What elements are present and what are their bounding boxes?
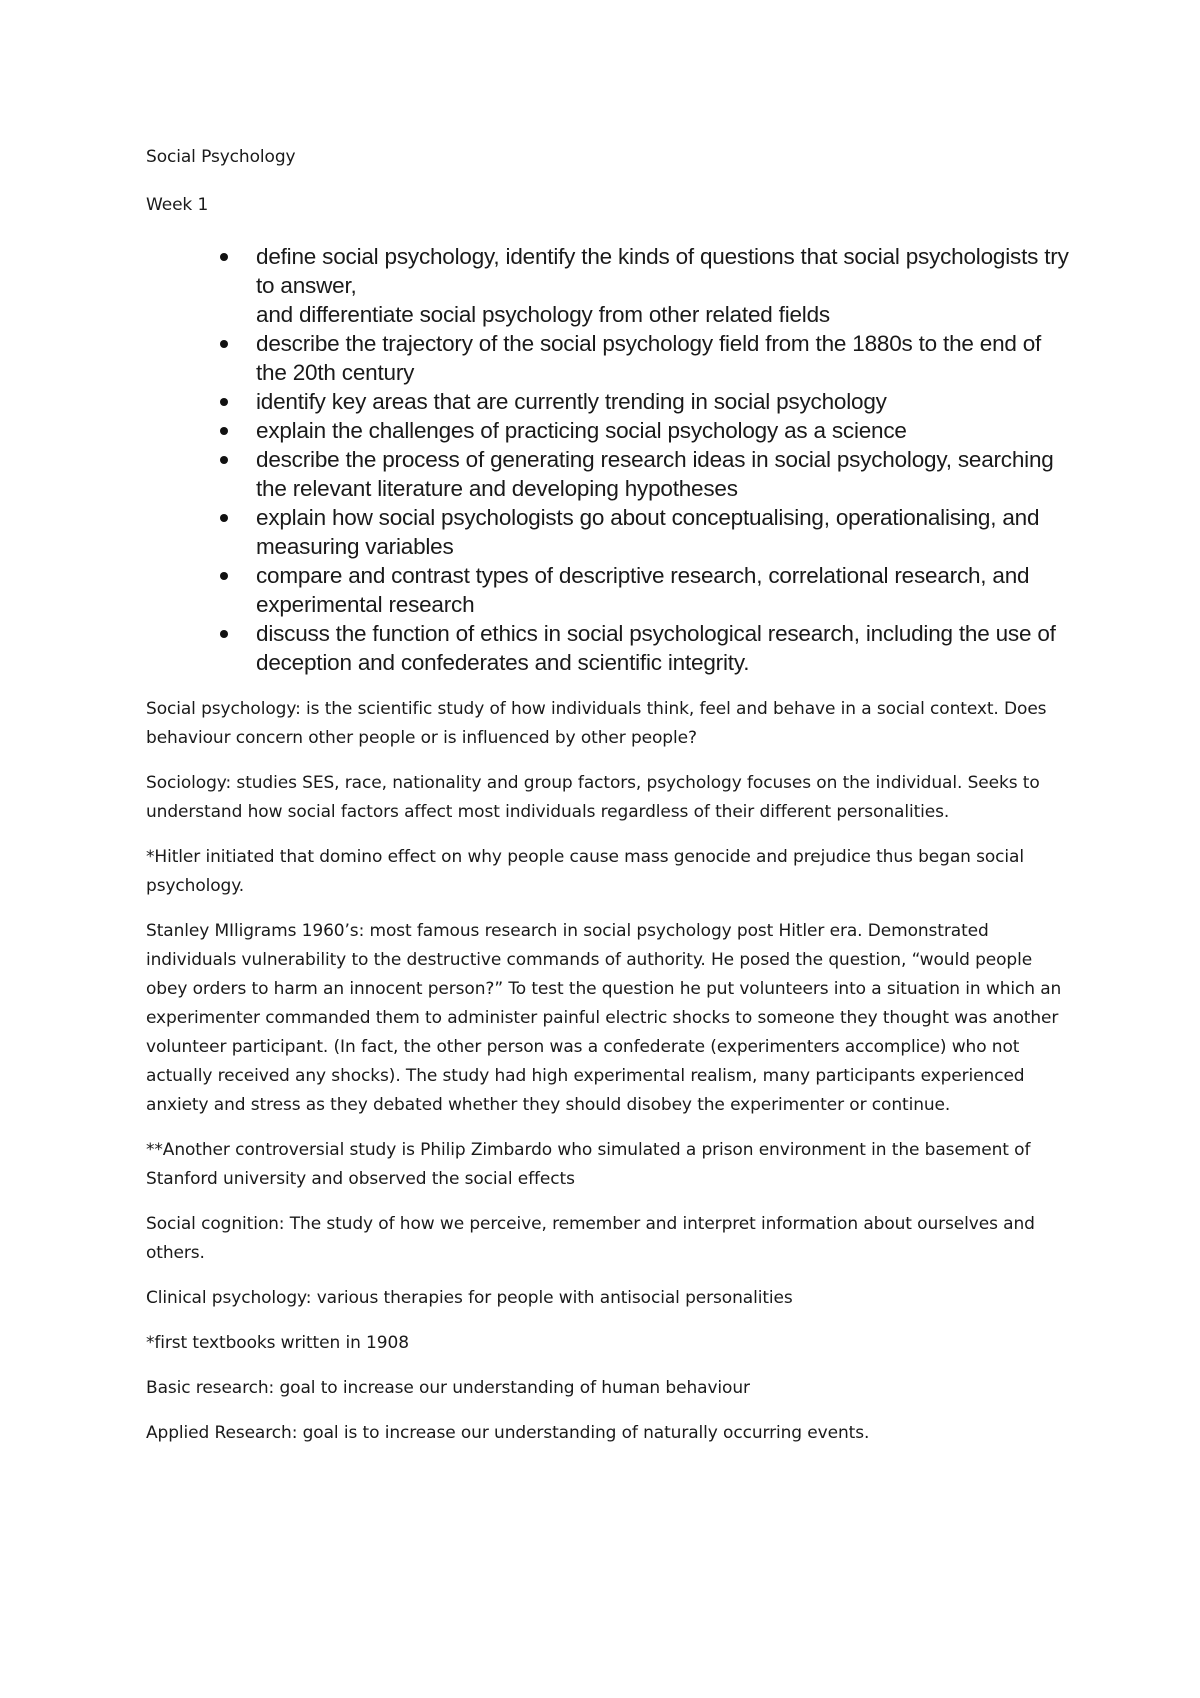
paragraph-applied-research: Applied Research: goal is to increase our understanding of naturally occurring events. — [146, 1423, 870, 1443]
objective-item — [146, 329, 1076, 387]
bullet-icon — [220, 253, 228, 261]
objective-item — [146, 387, 1076, 416]
bullet-icon — [220, 427, 228, 435]
bullet-icon — [220, 630, 228, 638]
paragraph-clinical-psychology: Clinical psychology: various therapies for people with antisocial personalities — [146, 1288, 793, 1308]
objective-text: explain how social psychologists go about conceptualising, operationalising, and measuring variables — [256, 505, 1040, 559]
objective-item — [146, 561, 1076, 619]
paragraph-social-psychology-definition: Social psychology: is the scientific study of how individuals think, feel and behave in a social context. Does behaviour concern other people or is influenced by other people? — [146, 699, 1047, 748]
document-body — [146, 143, 1076, 1464]
paragraph-first-textbooks: *first textbooks written in 1908 — [146, 1333, 409, 1353]
objective-item — [146, 242, 1076, 329]
objective-text: define social psychology, identify the kinds of questions that social psychologists try to answer, and differentiate social psychology from other related fields — [256, 244, 1069, 327]
objective-text: describe the trajectory of the social psychology field from the 1880s to the end of the 20th century — [256, 331, 1042, 385]
paragraph-sociology: Sociology: studies SES, race, nationality and group factors, psychology focuses on the individual. Seeks to understand how social factors affect most individuals regardless of their different personalities. — [146, 773, 1040, 822]
paragraph-zimbardo: **Another controversial study is Philip Zimbardo who simulated a prison environment in the basement of Stanford university and observed the social effects — [146, 1140, 1031, 1189]
paragraph-milgram: Stanley MIligrams 1960’s: most famous research in social psychology post Hitler era. Demonstrated individuals vulnerability to the destructive commands of authority. He posed the question, “would people obey orders to harm an innocent person?” To test the question he put volunteers into a situation in which an experimenter commanded them to administer painful electric shocks to someone they thought was another volunteer participant. (In fact, the other person was a confederate (experimenters accomplice) who not actually received any shocks). The study had high experimental realism, many participants experienced anxiety and stress as they debated whether they should disobey the experimenter or continue. — [146, 921, 1062, 1115]
objective-item — [146, 619, 1076, 677]
learning-objectives-list — [146, 242, 1076, 677]
objective-text: discuss the function of ethics in social psychological research, including the use of deception and confederates and scientific integrity. — [256, 621, 1056, 675]
bullet-icon — [220, 340, 228, 348]
bullet-icon — [220, 572, 228, 580]
objective-text: describe the process of generating research ideas in social psychology, searching the relevant literature and developing hypotheses — [256, 447, 1054, 501]
objective-item — [146, 503, 1076, 561]
objective-text: explain the challenges of practicing social psychology as a science — [256, 418, 907, 443]
document-title: Social Psychology — [146, 147, 296, 167]
objective-text: compare and contrast types of descriptive research, correlational research, and experimental research — [256, 563, 1030, 617]
objective-text: identify key areas that are currently trending in social psychology — [256, 389, 887, 414]
paragraph-social-cognition: Social cognition: The study of how we perceive, remember and interpret information about ourselves and others. — [146, 1214, 1035, 1263]
bullet-icon — [220, 514, 228, 522]
bullet-icon — [220, 398, 228, 406]
week-heading: Week 1 — [146, 195, 209, 215]
paragraph-hitler-note: *Hitler initiated that domino effect on why people cause mass genocide and prejudice thus began social psychology. — [146, 847, 1024, 896]
bullet-icon — [220, 456, 228, 464]
objective-item — [146, 416, 1076, 445]
objective-item — [146, 445, 1076, 503]
paragraph-basic-research: Basic research: goal to increase our understanding of human behaviour — [146, 1378, 750, 1398]
